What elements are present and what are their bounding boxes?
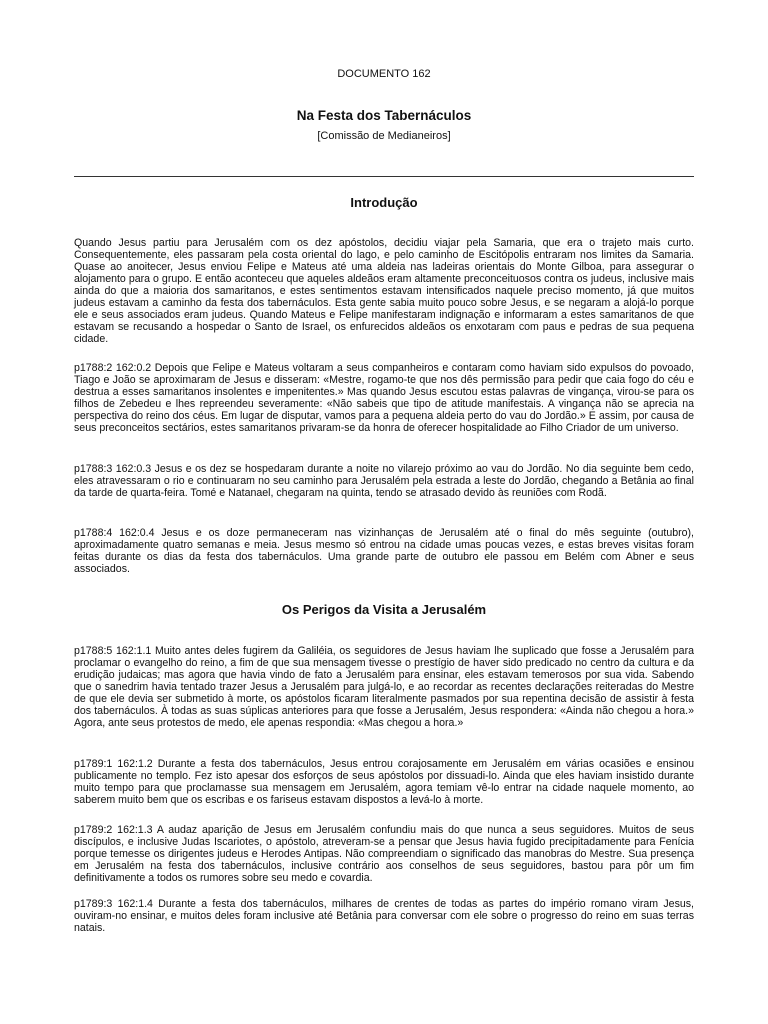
- paragraph: p1789:2 162:1.3 A audaz aparição de Jesus em Jerusalém confundiu mais do que nunca a seus seguidores. Muitos de seus discípulos, e inclusive Judas Iscariotes, o apóstolo, atreveram-se a pensar que Jesus havia fugido precipitadamente para Fenícia porque temesse os dirigentes judeus e Herodes Antipas. Não compreendiam o significado das manobras do Mestre. Sua presença em Jerusalém na festa dos tabernáculos, inclusive contrário aos conselhos de seus seguidores, bastou para pôr um fim definitivamente a todos os rumores sobre seu medo e covardia.: [74, 824, 694, 884]
- paragraph: p1788:3 162:0.3 Jesus e os dez se hospedaram durante a noite no vilarejo próximo ao vau do Jordão. No dia seguinte bem cedo, eles atravessaram o rio e continuaram no seu caminho para Jerusalém pela estrada a leste do Jordão, chegando a Betânia ao final da tarde de quarta-feira. Tomé e Natanael, chegaram na quinta, tendo se atrasado devido às reuniões com Rodã.: [74, 463, 694, 499]
- paragraph: p1788:5 162:1.1 Muito antes deles fugirem da Galiléia, os seguidores de Jesus haviam lhe suplicado que fosse a Jerusalém para proclamar o evangelho do reino, a fim de que sua mensagem tivesse o prestígio de haver sido predicado no centro da cultura e da erudição judaicas; mas agora que havia vindo de fato a Jerusalém para ensinar, eles estavam temerosos por sua vida. Sabendo que o sanedrim havia tentado trazer Jesus a Jerusalém para julgá-lo, e ao recordar as recentes declarações reiteradas do Mestre de que ele devia ser submetido à morte, os apóstolos ficaram literalmente pasmados por sua repentina decisão de assistir à festa dos tabernáculos. À todas as suas súplicas anteriores para que fosse a Jerusalém, Jesus respondera: «Ainda não chegou a hora.» Agora, ante seus protestos de medo, ele apenas respondia: «Mas chegou a hora.»: [74, 645, 694, 729]
- section-heading-perigos: Os Perigos da Visita a Jerusalém: [281, 602, 487, 617]
- paragraph: Quando Jesus partiu para Jerusalém com os dez apóstolos, decidiu viajar pela Samaria, que era o trajeto mais curto. Consequentemente, eles passaram pela costa oriental do lago, e pelo caminho de Escitópolis entraram nos limites da Samaria. Quase ao anoitecer, Jesus enviou Felipe e Mateus até uma aldeia nas ladeiras orientais do Monte Gilboa, para assegurar o alojamento para o grupo. E então aconteceu que aqueles aldeãos eram altamente preconceituosos contra os judeus, inclusive mais ainda do que a maioria dos samaritanos, e estes sentimentos estavam intensificados naquele preciso momento, já que muitos judeus estavam a caminho da festa dos tabernáculos. Esta gente sabia muito pouco sobre Jesus, e se negaram a alojá-lo porque ele e seus associados eram judeus. Quando Mateus e Felipe manifestaram indignação e informaram a estes samaritanos de que estavam se recusando a hospedar o Santo de Israel, os enfurecidos aldeãos os enxotaram com paus e pedras de sua pequena cidade.: [74, 237, 694, 345]
- section-heading-introducao: Introdução: [350, 195, 418, 210]
- document-authors: [Comissão de Medianeiros]: [317, 130, 451, 142]
- document-title: Na Festa dos Tabernáculos: [296, 108, 472, 123]
- paragraph: p1789:1 162:1.2 Durante a festa dos tabernáculos, Jesus entrou corajosamente em Jerusalém em várias ocasiões e ensinou publicamente no templo. Fez isto apesar dos esforços de seus apóstolos por dissuadi-lo. Ainda que eles haviam insistido durante muito tempo para que proclamasse sua mensagem em Jerusalém, agora temiam vê-lo entrar na cidade naquele momento, ao saberem muito bem que os escribas e os fariseus estavam dispostos a levá-lo à morte.: [74, 758, 694, 806]
- paragraph: p1789:3 162:1.4 Durante a festa dos tabernáculos, milhares de crentes de todas as partes do império romano viram Jesus, ouviram-no ensinar, e muitos deles foram inclusive até Betânia para conversar com ele sobre o progresso do reino em suas terras natais.: [74, 898, 694, 934]
- document-number: DOCUMENTO 162: [337, 68, 431, 80]
- paragraph: p1788:2 162:0.2 Depois que Felipe e Mateus voltaram a seus companheiros e contaram como haviam sido expulsos do povoado, Tiago e João se aproximaram de Jesus e disseram: «Mestre, rogamo-te que nos dês permissão para pedir que caia fogo do céu e destrua a esses samaritanos insolentes e impenitentes.» Mas quando Jesus escutou estas palavras de vingança, virou-se para os filhos de Zebedeu e lhes repreendeu severamente: «Não sabeis que tipo de atitude manifestais. A vingança não se aprecia na perspectiva do reino dos céus. Em lugar de disputar, vamos para a pequena aldeia perto do vau do Jordão.» E assim, por causa de seus preconceitos sectários, estes samaritanos privaram-se da honra de oferecer hospitalidade ao Filho Criador de um universo.: [74, 362, 694, 434]
- paragraph: p1788:4 162:0.4 Jesus e os doze permaneceram nas vizinhanças de Jerusalém até o final do mês seguinte (outubro), aproximadamente quatro semanas e meia. Jesus mesmo só entrou na cidade umas poucas vezes, e estas breves visitas foram feitas durante os dias da festa dos tabernáculos. Uma grande parte de outubro ele passou em Belém com Abner e seus associados.: [74, 527, 694, 575]
- title-divider: [74, 176, 694, 177]
